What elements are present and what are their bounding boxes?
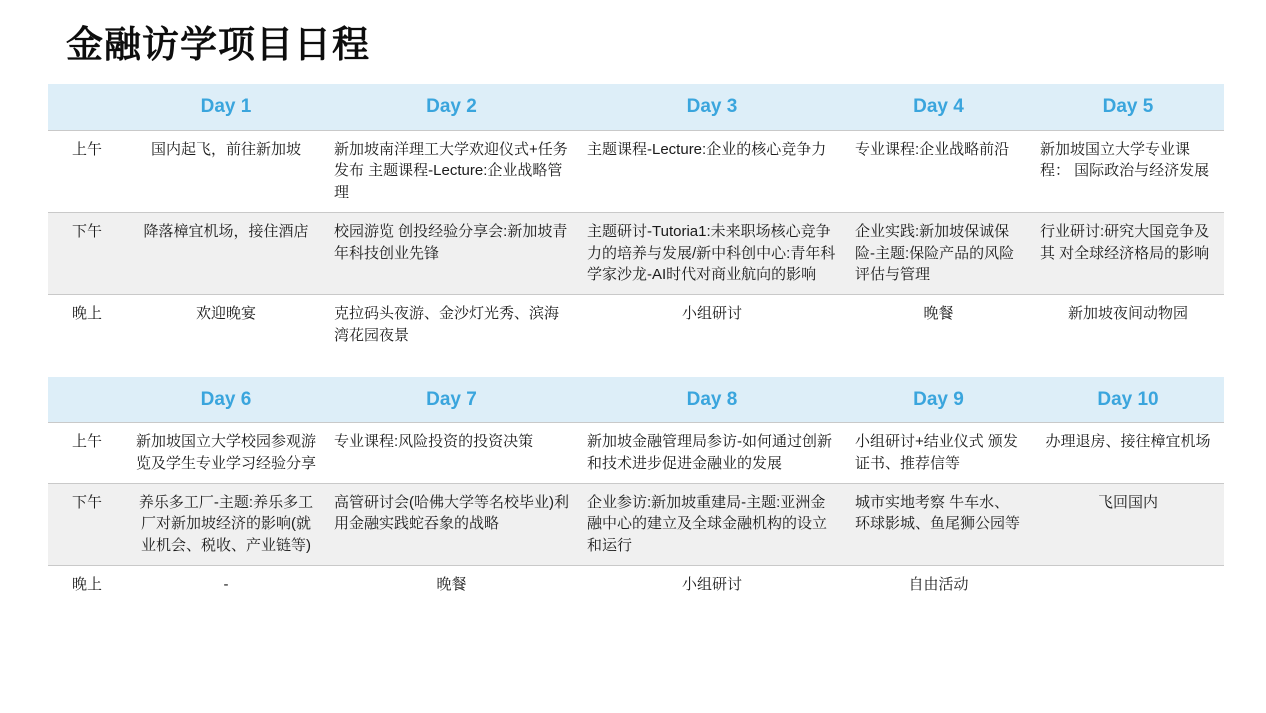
header-day-5: Day 5 [1030, 84, 1224, 130]
cell-d1-afternoon: 降落樟宜机场，接住酒店 [126, 212, 324, 294]
row-label-evening-1: 晚上 [48, 295, 126, 355]
header-day-3: Day 3 [577, 84, 845, 130]
cell-d8-morning: 新加坡金融管理局参访-如何通过创新和技术进步促进金融业的发展 [577, 423, 845, 484]
header-day-7: Day 7 [324, 377, 577, 423]
cell-d10-afternoon: 飞回国内 [1030, 483, 1224, 565]
table-row [48, 295, 1224, 355]
cell-d1-evening: 欢迎晚宴 [126, 295, 324, 355]
page-title: 金融访学项目日程 [66, 24, 370, 65]
cell-d10-evening [1030, 565, 1224, 603]
cell-d1-morning: 国内起飞，前往新加坡 [126, 130, 324, 212]
cell-d8-evening: 小组研讨 [577, 565, 845, 603]
cell-d5-evening: 新加坡夜间动物园 [1030, 295, 1224, 355]
table-row [48, 130, 1224, 212]
cell-d4-morning: 专业课程:企业战略前沿 [845, 130, 1030, 212]
table-spacer [48, 355, 1224, 377]
cell-d5-morning: 新加坡国立大学专业课程： 国际政治与经济发展 [1030, 130, 1224, 212]
header-day-2: Day 2 [324, 84, 577, 130]
cell-d6-evening: - [126, 565, 324, 603]
cell-d9-evening: 自由活动 [845, 565, 1030, 603]
cell-d4-evening: 晚餐 [845, 295, 1030, 355]
cell-d7-evening: 晚餐 [324, 565, 577, 603]
header-day-6: Day 6 [126, 377, 324, 423]
cell-d7-afternoon: 高管研讨会(哈佛大学等名校毕业)利用金融实践蛇吞象的战略 [324, 483, 577, 565]
row-label-evening-2: 晚上 [48, 565, 126, 603]
table-row [48, 423, 1224, 484]
cell-d7-morning: 专业课程:风险投资的投资决策 [324, 423, 577, 484]
table-header-row-2 [48, 377, 1224, 423]
table-row [48, 483, 1224, 565]
cell-d10-morning: 办理退房、接往樟宜机场 [1030, 423, 1224, 484]
header-day-1: Day 1 [126, 84, 324, 130]
cell-d4-afternoon: 企业实践:新加坡保诚保险-主题:保险产品的风险评估与管理 [845, 212, 1030, 294]
cell-d3-afternoon: 主题研讨-Tutoria1:未来职场核心竞争力的培养与发展/新中科创中心:青年科学家沙龙-AI时代对商业航向的影响 [577, 212, 845, 294]
header-day-10: Day 10 [1030, 377, 1224, 423]
cell-d6-afternoon: 养乐多工厂-主题:养乐多工厂对新加坡经济的影响(就业机会、税收、产业链等) [126, 483, 324, 565]
cell-d3-evening: 小组研讨 [577, 295, 845, 355]
cell-d2-morning: 新加坡南洋理工大学欢迎仪式+任务发布 主题课程-Lecture:企业战略管理 [324, 130, 577, 212]
row-label-morning-2: 上午 [48, 423, 126, 484]
cell-d9-afternoon: 城市实地考察 牛车水、环球影城、鱼尾狮公园等 [845, 483, 1030, 565]
row-label-afternoon-1: 下午 [48, 212, 126, 294]
row-label-afternoon-2: 下午 [48, 483, 126, 565]
cell-d5-afternoon: 行业研讨:研究大国竞争及其 对全球经济格局的影响 [1030, 212, 1224, 294]
row-label-morning-1: 上午 [48, 130, 126, 212]
header-corner-2 [48, 377, 126, 423]
spacer-cell [48, 355, 1224, 377]
table-row [48, 565, 1224, 603]
schedule-table-container [48, 84, 1224, 604]
table-row [48, 212, 1224, 294]
header-day-4: Day 4 [845, 84, 1030, 130]
header-day-8: Day 8 [577, 377, 845, 423]
cell-d2-afternoon: 校园游览 创投经验分享会:新加坡青年科技创业先锋 [324, 212, 577, 294]
table-header-row [48, 84, 1224, 130]
header-corner [48, 84, 126, 130]
schedule-table-part-1 [48, 84, 1224, 604]
cell-d6-morning: 新加坡国立大学校园参观游览及学生专业学习经验分享 [126, 423, 324, 484]
cell-d8-afternoon: 企业参访:新加坡重建局-主题:亚洲金融中心的建立及全球金融机构的设立和运行 [577, 483, 845, 565]
cell-d9-morning: 小组研讨+结业仪式 颁发证书、推荐信等 [845, 423, 1030, 484]
cell-d3-morning: 主题课程-Lecture:企业的核心竞争力 [577, 130, 845, 212]
cell-d2-evening: 克拉码头夜游、金沙灯光秀、滨海湾花园夜景 [324, 295, 577, 355]
header-day-9: Day 9 [845, 377, 1030, 423]
